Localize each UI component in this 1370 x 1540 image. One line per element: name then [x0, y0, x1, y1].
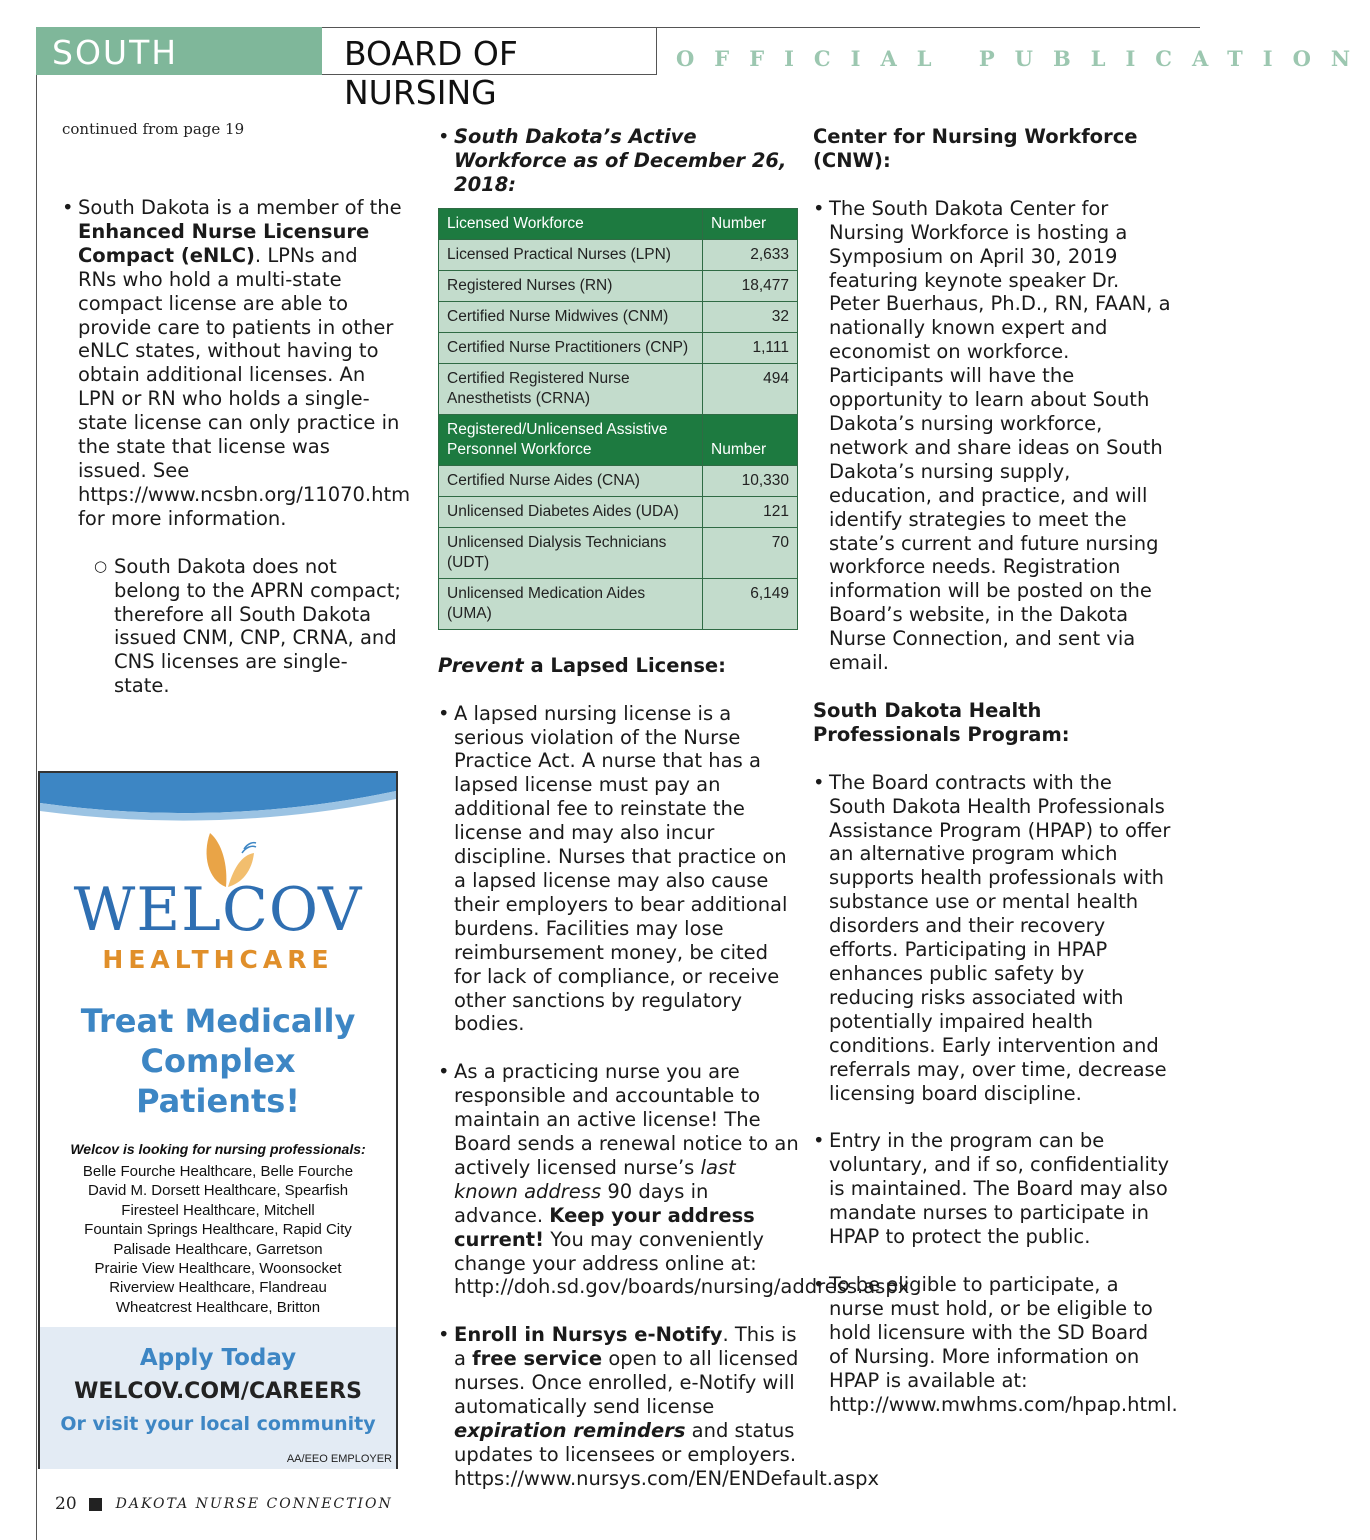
- list-item: Firesteel Healthcare, Mitchell: [121, 1201, 315, 1219]
- ad-cta-panel: [40, 1327, 396, 1469]
- ad-careers-url[interactable]: WELCOV.COM/CAREERS: [74, 1379, 362, 1404]
- ad-eeo-note: AA/EEO EMPLOYER: [286, 1453, 392, 1465]
- column-2: [438, 125, 910, 1491]
- page-footer: [55, 1494, 393, 1514]
- enlc-text-a: South Dakota is a member of the: [78, 196, 402, 219]
- lapsed-heading: Prevent a Lapsed License:: [438, 653, 726, 677]
- lapsed-bullet-1: • A lapsed nursing license is a serious violation of the Nurse Practice Act. A nurse that has a lapsed license must pay an additional fee to reinstate the license and may also incur discipline. Nurses that practice on a lapsed license may also cause their employers to bear additional burdens. Facilities may lose reimbursement money, be cited for lack of compliance, or receive other sanctions by regulatory bodies.: [438, 702, 800, 1037]
- hpp-heading: South Dakota Health Professionals Program:: [813, 698, 1070, 746]
- ad-apply-today: Apply Today: [139, 1345, 297, 1371]
- table-header-label: Registered/Unlicensed Assistive Personnel Workforce: [439, 414, 703, 465]
- table-header-number: Number: [703, 208, 798, 239]
- hpp-bullet-3: • To be eligible to participate, a nurse must hold, or be eligible to hold licensure with the SD Board of Nursing. More information on HPAP is available at: http://www.mwhms.com/hpap.html.: [813, 1273, 1173, 1416]
- footer-square-icon: [89, 1498, 102, 1511]
- ad-wave-decoration: [40, 773, 396, 833]
- column-3: [813, 125, 1178, 1416]
- table-header-label: Licensed Workforce: [439, 208, 703, 239]
- table-row: Unlicensed Dialysis Technicians (UDT) 70: [439, 527, 798, 578]
- list-item: Fountain Springs Healthcare, Rapid City: [84, 1221, 352, 1239]
- welcov-healthcare: HEALTHCARE: [102, 945, 334, 974]
- continued-note: continued from page 19: [62, 120, 245, 138]
- table-header-row: [439, 208, 798, 239]
- enlc-bullet: [62, 196, 411, 531]
- publication-name: DAKOTA NURSE CONNECTION: [115, 1496, 393, 1512]
- list-item: Riverview Healthcare, Flandreau: [109, 1279, 327, 1297]
- list-item: Belle Fourche Healthcare, Belle Fourche: [82, 1163, 354, 1180]
- list-item: Wheatcrest Healthcare, Britton: [115, 1298, 321, 1316]
- lapsed-bullet-2: • As a practicing nurse you are responsible and accountable to maintain an active license! The Board sends a renewal notice to an actively licensed nurse’s last known address 90 days in advance. Keep your address current! You may conveniently change your address online at: http://doh.sd.gov/boards/nursing/address.aspx: [438, 1060, 800, 1299]
- welcov-advertisement: [38, 771, 398, 1469]
- table-row: Certified Nurse Aides (CNA) 10,330: [439, 465, 798, 496]
- masthead-official-publication: OFFICIAL PUBLICATION: [676, 46, 1370, 71]
- masthead-rule: [657, 27, 1200, 28]
- list-item: Palisade Healthcare, Garretson: [113, 1240, 323, 1258]
- masthead-state: SOUTH DAKOTA: [36, 27, 322, 75]
- ad-headline: Treat Medically Complex Patients!: [80, 1002, 356, 1120]
- table-header-number: Number: [703, 414, 798, 465]
- table-row: Unlicensed Diabetes Aides (UDA) 121: [439, 496, 798, 527]
- enlc-text-bold: Enhanced Nurse Licensure Compact (eNLC): [78, 219, 370, 267]
- enotify-bullet: • Enroll in Nursys e-Notify. This is a free service open to all licensed nurses. Once enrolled, e-Notify will automatically send license expiration reminders and status updates to licensees or employers. https://www.nursys.com/EN/ENDefault.aspx: [438, 1323, 800, 1490]
- ad-locations-list: [40, 1162, 396, 1317]
- table-row: Unlicensed Medication Aides (UMA) 6,149: [439, 578, 798, 629]
- table-row: Certified Nurse Practitioners (CNP) 1,111: [439, 332, 798, 363]
- cnw-heading: Center for Nursing Workforce (CNW):: [813, 125, 1138, 172]
- left-margin-rule: [36, 75, 37, 1540]
- workforce-heading: • South Dakota’s Active Workforce as of December 26, 2018:: [438, 125, 800, 197]
- hpp-bullet-1: • The Board contracts with the South Dakota Health Professionals Assistance Program (HPAP) to offer an alternative program which supports health professionals with substance use or mental health disorders and their recovery efforts. Participating in HPAP enhances public safety by reducing risks associated with potentially impaired health conditions. Early intervention and referrals may, over time, decrease licensing board discipline.: [813, 771, 1173, 1106]
- table-row: Licensed Practical Nurses (LPN) 2,633: [439, 239, 798, 270]
- ad-looking-text: Welcov is looking for nursing professionals:: [70, 1141, 366, 1157]
- table-row: Registered Nurses (RN) 18,477: [439, 270, 798, 301]
- list-item: Prairie View Healthcare, Woonsocket: [94, 1260, 342, 1278]
- workforce-table: [438, 208, 798, 630]
- enlc-text-c: . LPNs and RNs who hold a multi-state compact license are able to provide care to patients in other eNLC states, without having to obtain additional licenses. An LPN or RN who holds a single-state license can only practice in the state that license was issued. See https://www.ncsbn.org/11070.htm for more information.: [78, 243, 411, 530]
- list-item: David M. Dorsett Healthcare, Spearfish: [87, 1182, 349, 1200]
- masthead-board: BOARD OF NURSING: [322, 27, 657, 75]
- cnw-bullet: • The South Dakota Center for Nursing Workforce is hosting a Symposium on April 30, 2019 featuring keynote speaker Dr. Peter Buerhaus, Ph.D., RN, FAAN, a nationally known expert and economist on workforce. Participants will have the opportunity to learn about South Dakota’s nursing workforce, network and share ideas on South Dakota’s nursing supply, education, and practice, and will identify strategies to meet the state’s current and future nursing workforce needs. Registration information will be posted on the Board’s website, in the Dakota Nurse Connection, and sent via email.: [813, 197, 1173, 675]
- column-1: [62, 196, 411, 698]
- page-number: 20: [55, 1494, 77, 1514]
- table-row: Certified Nurse Midwives (CNM) 32: [439, 301, 798, 332]
- aprn-subbullet: ○ South Dakota does not belong to the APRN compact; therefore all South Dakota issued CNM, CNP, CRNA, and CNS licenses are single-state.: [94, 555, 402, 698]
- table-header-row: [439, 414, 798, 465]
- welcov-logo: WELCOV: [73, 875, 363, 945]
- table-row: Certified Registered Nurse Anesthetists (CRNA) 494: [439, 363, 798, 414]
- hpp-bullet-2: • Entry in the program can be voluntary, and if so, confidentiality is maintained. The Board may also mandate nurses to participate in HPAP to protect the public.: [813, 1129, 1173, 1249]
- ad-visit-text: Or visit your local community: [60, 1413, 376, 1435]
